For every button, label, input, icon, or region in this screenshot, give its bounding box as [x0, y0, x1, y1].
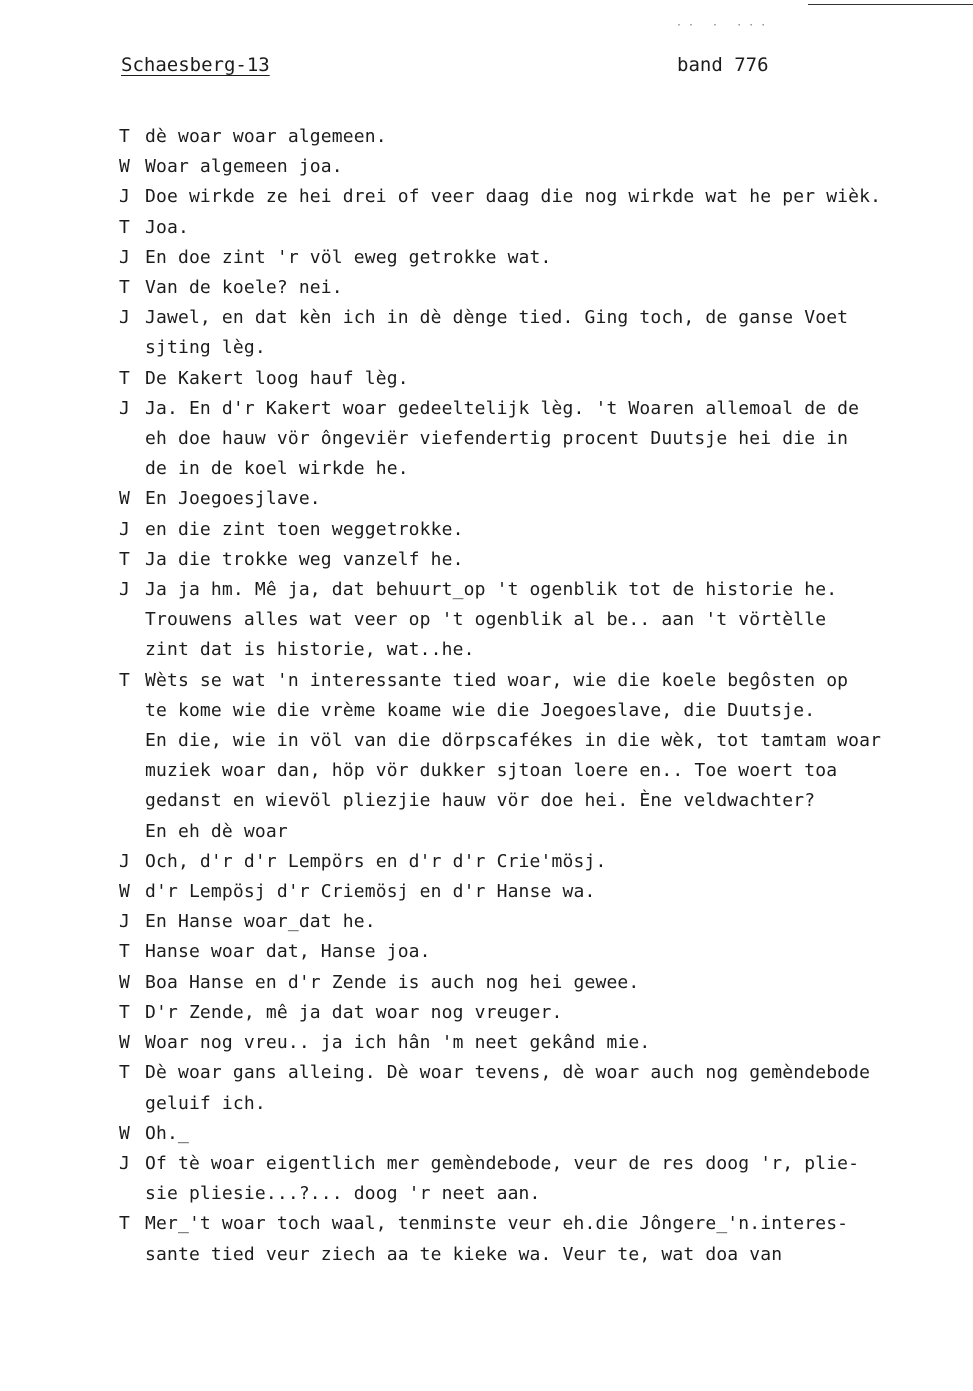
transcript-turn [119, 877, 971, 907]
speaker-label: T [119, 548, 130, 570]
utterance-line: Wèts se wat 'n interessante tied woar, wie die koele begôsten op [145, 669, 849, 691]
utterance [145, 666, 971, 847]
utterance [145, 998, 971, 1028]
speaker-label: J [119, 911, 130, 933]
utterance [145, 968, 971, 998]
utterance-line: Och, d'r d'r Lempörs en d'r d'r Crie'mösj. [145, 850, 607, 872]
transcript-turn [119, 1028, 971, 1058]
utterance-line: En doe zint 'r völ eweg getrokke wat. [145, 246, 552, 268]
utterance-line: Doe wirkde ze hei drei of veer daag die nog wirkde wat he per wièk. [145, 186, 882, 208]
document-title: Schaesberg-13 [121, 54, 270, 76]
scan-specks: ·· · ··· [676, 20, 773, 31]
transcript-turn [119, 575, 971, 666]
transcript-turn [119, 666, 971, 847]
transcript-turn [119, 243, 971, 273]
utterance [145, 243, 971, 273]
speaker-label: W [119, 971, 130, 993]
utterance-line: Trouwens alles wat veer op 't ogenblik al be.. aan 't vörtèlle [145, 609, 827, 631]
utterance-line: Mer_'t woar toch waal, tenminste veur eh.die Jôngere_'n.interes- [145, 1213, 849, 1235]
utterance-line: Of tè woar eigentlich mer gemèndebode, veur de res doog 'r, plie- [145, 1152, 860, 1174]
speaker-label: J [119, 186, 130, 208]
utterance-line: Woar algemeen joa. [145, 156, 343, 178]
utterance-line: Ja ja hm. Mê ja, dat behuurt_op 't ogenblik tot de historie he. [145, 579, 838, 601]
speaker-label: T [119, 1213, 130, 1235]
utterance [145, 273, 971, 303]
utterance-line: sante tied veur ziech aa te kieke wa. Veur te, wat doa van [145, 1243, 783, 1265]
utterance [145, 1028, 971, 1058]
speaker-label: T [119, 1062, 130, 1084]
utterance [145, 484, 971, 514]
utterance-line: geluif ich. [145, 1092, 266, 1114]
transcript-turn [119, 122, 971, 152]
transcript-turn [119, 1149, 971, 1209]
speaker-label: T [119, 941, 130, 963]
transcript-turn [119, 1209, 971, 1269]
utterance-line: gedanst en wievöl pliezjie hauw vör doe hei. Ène veldwachter? [145, 790, 816, 812]
utterance-line: Woar nog vreu.. ja ich hân 'm neet gekând mie. [145, 1032, 651, 1054]
utterance [145, 394, 971, 485]
utterance [145, 213, 971, 243]
utterance-line: Ja. En d'r Kakert woar gedeeltelijk lèg. 't Woaren allemoal de de [145, 397, 860, 419]
utterance-line: sie pliesie...?... doog 'r neet aan. [145, 1183, 541, 1205]
transcript-turn [119, 545, 971, 575]
speaker-label: W [119, 156, 130, 178]
speaker-label: J [119, 850, 130, 872]
utterance-line: D'r Zende, mê ja dat woar nog vreuger. [145, 1001, 563, 1023]
utterance-line: dè woar woar algemeen. [145, 126, 387, 147]
speaker-label: W [119, 1122, 130, 1144]
transcript-turn [119, 937, 971, 967]
transcript-turn [119, 515, 971, 545]
utterance-line: En Joegoesjlave. [145, 488, 321, 510]
speaker-label: W [119, 488, 130, 510]
utterance-line: en die zint toen weggetrokke. [145, 518, 464, 540]
utterance-line: Van de koele? nei. [145, 277, 343, 299]
utterance-line: Joa. [145, 216, 189, 238]
transcript-turn [119, 303, 971, 363]
transcript-turn [119, 213, 971, 243]
transcript-turn [119, 273, 971, 303]
utterance [145, 545, 971, 575]
speaker-label: J [119, 307, 130, 329]
utterance [145, 152, 971, 182]
utterance [145, 847, 971, 877]
transcript-turn [119, 182, 971, 212]
speaker-label: T [119, 216, 130, 238]
speaker-label: J [119, 1152, 130, 1174]
speaker-label: J [119, 397, 130, 419]
transcript-turn [119, 1058, 971, 1118]
utterance-line: d'r Lempösj d'r Criemösj en d'r Hanse wa. [145, 881, 596, 903]
transcript-turn [119, 847, 971, 877]
utterance [145, 1058, 971, 1118]
transcript-turn [119, 968, 971, 998]
utterance-line: eh doe hauw vör ôngeviër viefendertig procent Duutsje hei die in [145, 428, 849, 450]
utterance-line: te kome wie die vrème koame wie die Joegoeslave, die Duutsje. [145, 699, 816, 721]
speaker-label: J [119, 246, 130, 268]
tape-number: band 776 [677, 54, 769, 76]
utterance [145, 1209, 971, 1269]
utterance-line: Dè woar gans alleing. Dè woar tevens, dè woar auch nog gemèndebode [145, 1062, 871, 1084]
utterance [145, 303, 971, 363]
speaker-label: T [119, 367, 130, 389]
transcript-turn [119, 152, 971, 182]
utterance [145, 515, 971, 545]
utterance-line: De Kakert loog hauf lèg. [145, 367, 409, 389]
speaker-label: T [119, 126, 130, 147]
transcript-turn [119, 1119, 971, 1149]
utterance [145, 182, 971, 212]
utterance-line: Hanse woar dat, Hanse joa. [145, 941, 431, 963]
utterance-line: muziek woar dan, höp vör dukker sjtoan loere en.. Toe woert toa [145, 760, 838, 782]
utterance [145, 1149, 971, 1209]
transcript-turn [119, 394, 971, 485]
utterance-line: En die, wie in völ van die dörpscafékes in die wèk, tot tamtam woar [145, 730, 882, 752]
speaker-label: T [119, 1001, 130, 1023]
transcript-turn [119, 907, 971, 937]
utterance [145, 122, 971, 152]
transcript-turn [119, 364, 971, 394]
top-rule-line [808, 4, 973, 5]
utterance-line: Boa Hanse en d'r Zende is auch nog hei gewee. [145, 971, 640, 993]
speaker-label: J [119, 518, 130, 540]
utterance-line: En Hanse woar_dat he. [145, 911, 376, 933]
utterance-line: Oh._ [145, 1122, 189, 1144]
utterance-line: de in de koel wirkde he. [145, 458, 409, 480]
utterance-line: En eh dè woar [145, 820, 288, 842]
utterance-line: Ja die trokke weg vanzelf he. [145, 548, 464, 570]
speaker-label: T [119, 277, 130, 299]
speaker-label: T [119, 669, 130, 691]
transcript-turn [119, 484, 971, 514]
speaker-label: W [119, 881, 130, 903]
utterance [145, 907, 971, 937]
utterance [145, 877, 971, 907]
transcript-turn [119, 998, 971, 1028]
transcript-body [119, 122, 971, 1270]
utterance-line: Jawel, en dat kèn ich in dè dènge tied. Ging toch, de ganse Voet [145, 307, 849, 329]
utterance [145, 364, 971, 394]
utterance-line: zint dat is historie, wat..he. [145, 639, 475, 661]
speaker-label: J [119, 579, 130, 601]
speaker-label: W [119, 1032, 130, 1054]
utterance [145, 1119, 971, 1149]
utterance [145, 937, 971, 967]
utterance-line: sjting lèg. [145, 337, 266, 359]
utterance [145, 575, 971, 666]
